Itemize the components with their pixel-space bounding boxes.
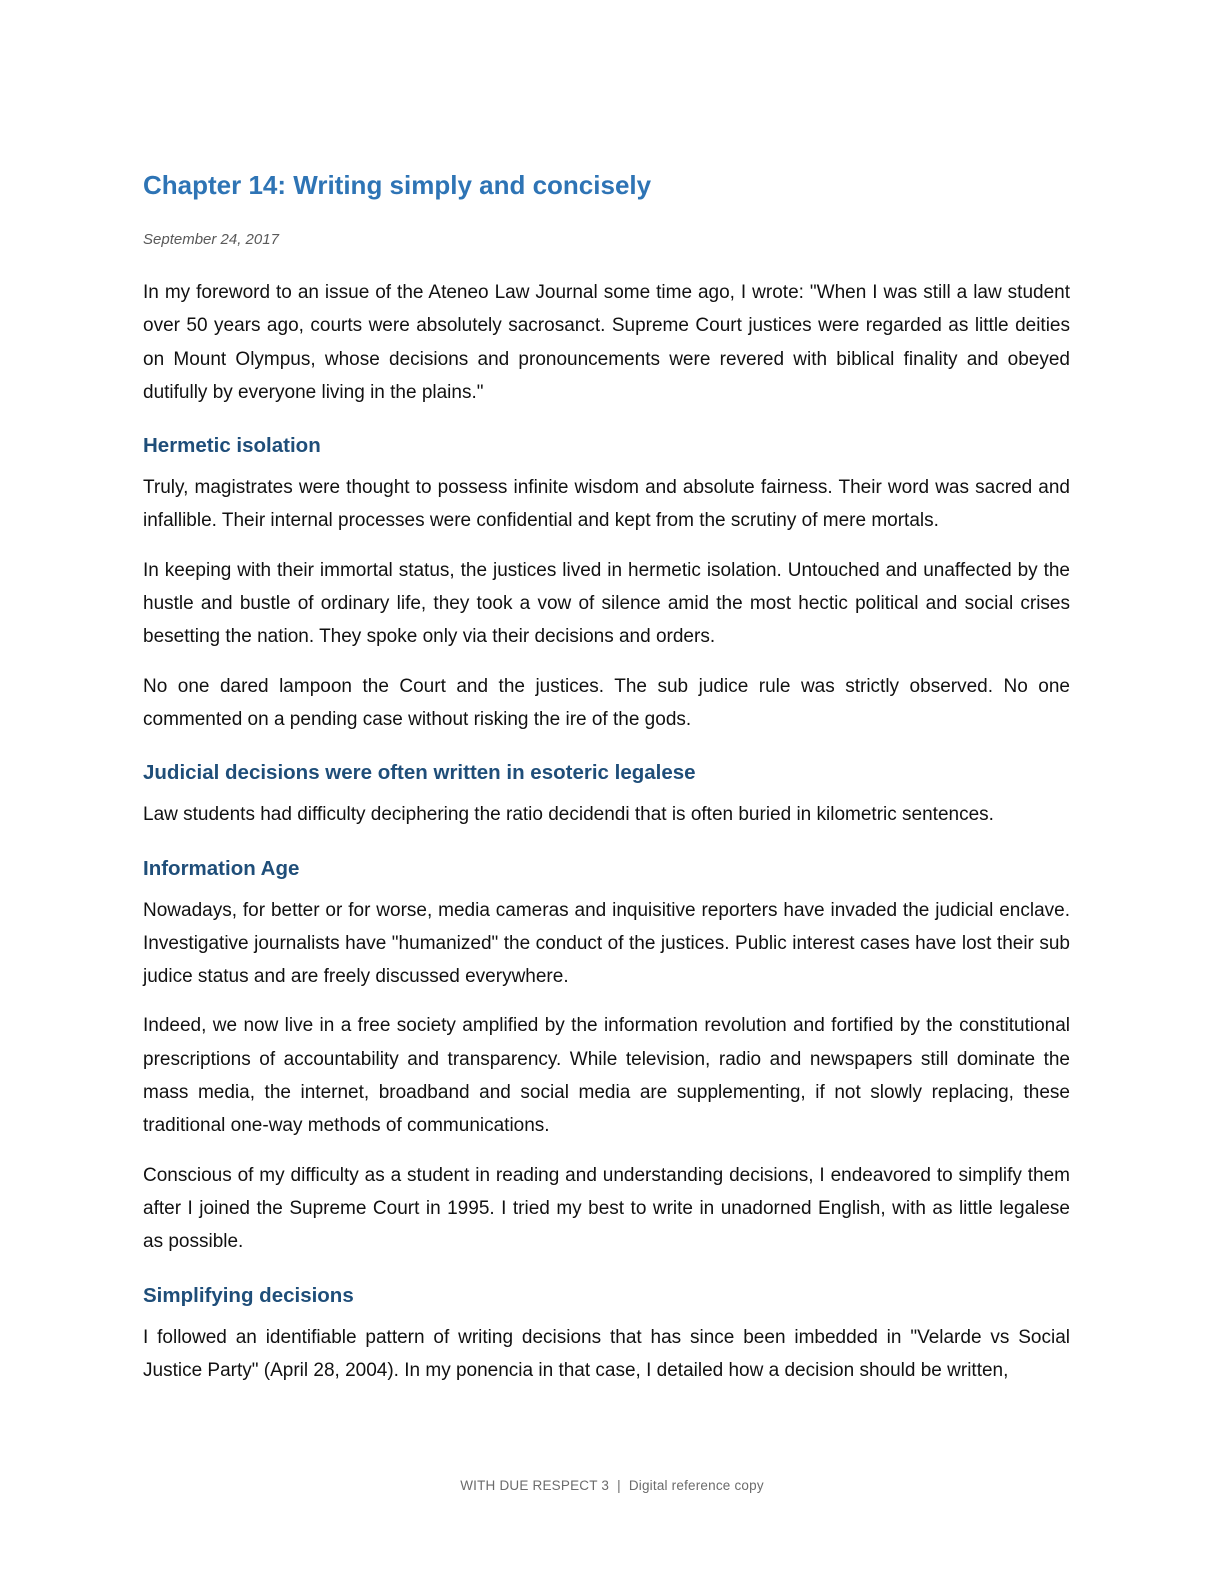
section-heading-hermetic-isolation: Hermetic isolation (143, 434, 321, 458)
footer-book-title: WITH DUE RESPECT 3 (460, 1478, 610, 1493)
paragraph: No one dared lampoon the Court and the justices. The sub judice rule was strictly observed. No one commented on a pending case without risking the ire of the gods. (143, 675, 1070, 730)
paragraph: Indeed, we now live in a free society amplified by the information revolution and fortified by the constitutional prescriptions of accountability and transparency. While television, radio and newspapers still dominate the mass media, the internet, broadband and social media are supplementing, if not slowly replacing, these traditional one-way methods of communications. (143, 1015, 1070, 1137)
footer-separator: | (617, 1478, 621, 1493)
paragraph: Truly, magistrates were thought to possess infinite wisdom and absolute fairness. Their word was sacred and infallible. Their internal processes were confidential and kept from the scrutiny of mere mortals. (143, 477, 1070, 532)
paragraph: In my foreword to an issue of the Ateneo Law Journal some time ago, I wrote: "When I was still a law student over 50 years ago, courts were absolutely sacrosanct. Supreme Court justices were regarded as little deities on Mount Olympus, whose decisions and pronouncements were revered with biblical finality and obeyed dutifully by everyone living in the plains." (143, 282, 1070, 403)
paragraph: Conscious of my difficulty as a student in reading and understanding decisions, I endeavored to simplify them after I joined the Supreme Court in 1995. I tried my best to write in unadorned English, with as little legalese as possible. (143, 1164, 1070, 1253)
section-heading-simplifying-decisions: Simplifying decisions (143, 1283, 354, 1307)
publication-date: September 24, 2017 (143, 231, 279, 248)
paragraph: In keeping with their immortal status, the justices lived in hermetic isolation. Untouched and unaffected by the hustle and bustle of ordinary life, they took a vow of silence amid the most hectic political and social crises besetting the nation. They spoke only via their decisions and orders. (143, 559, 1070, 648)
chapter-title: Chapter 14: Writing simply and concisely (143, 170, 652, 200)
article-body (143, 276, 1070, 1403)
section-heading-esoteric-legalese: Judicial decisions were often written in esoteric legalese (143, 761, 696, 785)
section-heading-information-age: Information Age (143, 856, 300, 880)
paragraph: Nowadays, for better or for worse, media cameras and inquisitive reporters have invaded the judicial enclave. Investigative journalists have "humanized" the conduct of the justices. Public interest cases have lost their sub judice status and are freely discussed everywhere. (143, 899, 1070, 988)
footer-copy-note: Digital reference copy (628, 1478, 764, 1493)
paragraph: Law students had difficulty deciphering the ratio decidendi that is often buried in kilometric sentences. (143, 804, 994, 826)
page-footer (0, 1478, 1224, 1493)
paragraph: I followed an identifiable pattern of writing decisions that has since been imbedded in "Velarde vs Social Justice Party" (April 28, 2004). In my ponencia in that case, I detailed how a decision should be written, (143, 1326, 1070, 1381)
